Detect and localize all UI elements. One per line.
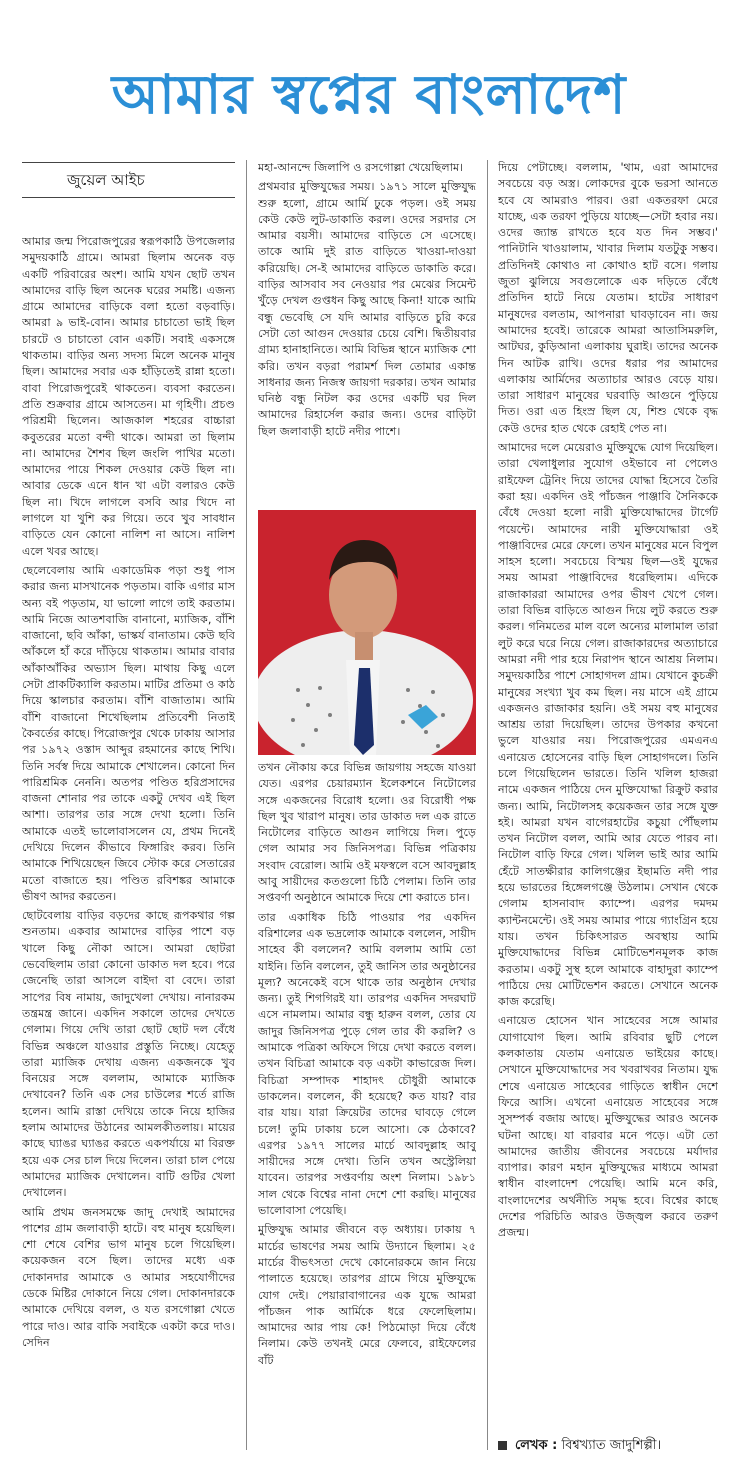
- paragraph: তার একাধিক চিঠি পাওয়ার পর একদিন বরিশালের এক ভদ্রলোক আমাকে বললেন, সায়ীদ সাহেব কী বললেন? আমি বললাম আমি তো যাইনি। তিনি বললেন, তুই জানিস তার অনুষ্ঠানের মূল্য? অনেকেই বসে থাকে তার অনুষ্ঠান দেখার জন্য। তুই শিগগিরই যা। তারপর একদিন সদরঘাট এসে নামলাম। আমার বন্ধু হারুন বলল, তোর যে জাদুর জিনিসপত্র পুড়ে গেল তার কী করলি? ও আমাকে পত্রিকা অফিসে গিয়ে দেখা করতে বলল। তখন বিচিত্রা আমাকে বড় একটা কাভারেজ দিল। বিচিত্রা সম্পাদক শাহাদৎ চৌধুরী আমাকে ডাকলেন। বললেন, কী হয়েছে? কত যায়? বার বার যায়। যারা ক্রিয়েটর তাদের ঘাবড়ে গেলে চলে! তুমি ঢাকায় চলে আসো। কে ঠেকাবে? এরপর ১৯৭৭ সালের মার্চে আবদুল্লাহ আবু সায়ীদের সঙ্গে দেখা। তিনি তখন অস্ট্রেলিয়া যাবেন। তারপর সপ্তবর্ণায় অংশ নিলাম। ১৯৮১ সাল থেকে বিশ্বের নানা দেশে শো করছি। মানুষের ভালোবাসা পেয়েছি।: [258, 910, 476, 1218]
- paragraph: আমাদের দলে মেয়েরাও মুক্তিযুদ্ধে যোগ দিয়েছিল। তারা খেলাধুলার সুযোগ ওইভাবে না পেলেও রাইফেল ট্রেনিং দিয়ে তাদের যোদ্ধা হিসেবে তৈরি করা হয়। একদিন ওই পাঁচজন পাঞ্জাবি সৈনিককে বেঁধে দেওয়া হলো নারী মুক্তিযোদ্ধাদের টার্গেট পয়েন্টে। আমাদের নারী মুক্তিযোদ্ধারা ওই পাঞ্জাবিদের মেরে ফেলে। তখন মানুষের মনে বিপুল সাহস হলো। সবচেয়ে বিস্ময় ছিল—ওই যুদ্ধের সময় আমরা পাঞ্জাবিদের ধরেছিলাম। এদিকে রাজাকাররা আমাদের ওপর ভীষণ খেপে গেল। তারা বিভিন্ন বাড়িতে আগুন দিয়ে লুট করতে শুরু করল। গনিমতের মাল বলে অন্যের মালামাল তারা লুট করে ঘরে নিয়ে গেল। রাজাকারদের অত্যাচারে আমরা নদী পার হয়ে নিরাপদ স্থানে আশ্রয় নিলাম। সমুদয়কাঠির পাশে সোহাগদল গ্রাম। যেখানে কুচক্রী মানুষের সংখ্যা খুব কম ছিল। নয় মাসে এই গ্রামে একজনও রাজাকার হয়নি। ওই সময় বহু মানুষের আশ্রয় তারা দিয়েছিল। তাদের উপকার কখনো ভুলে যাওয়ার নয়। পিরোজপুরের এমএনএ এনায়েত হোসেনের বাড়ি ছিল সোহাগদলে। তিনি চলে গিয়েছিলেন ভারতে। তিনি খলিল হাজরা নামে একজন পাঠিয়ে দেন মুক্তিযোদ্ধা রিক্রুট করার জন্য। আমি, নিটোলসহ কয়েকজন তার সঙ্গে যুক্ত হই। আমরা যখন বাগেরহাটের কচুয়া পৌঁছলাম তখন নিটোল বলল, আমি আর যেতে পারব না। নিটোল বাড়ি ফিরে গেল। খলিল ভাই আর আমি হেঁটে সাতক্ষীরার কালিগঞ্জের ইছামতি নদী পার হয়ে ভারতের হিঙ্গেলগঞ্জে উঠলাম। সেখান থেকে গেলাম হাসনাবাদ ক্যাম্পে। এরপর দমদম ক্যান্টনমেন্টে। ওই সময় আমার পায়ে গ্যাংগ্রিন হয়ে যায়। তখন চিকিৎসারত অবস্থায় আমি মুক্তিযোদ্ধাদের বিভিন্ন মোটিভেশনমূলক কাজ করতাম। একটু সুস্থ হলে আমাকে বাহাদুরা ক্যাম্পে পাঠিয়ে দেয় মোটিভেশন করতে। সেখানে অনেক কাজ করেছি।: [498, 441, 718, 1009]
- article-column-2-bottom: [258, 760, 476, 1450]
- page-headline: আমার স্বপ্নের বাংলাদেশ: [111, 63, 627, 126]
- column-divider: [487, 160, 488, 1450]
- article-column-3: [498, 160, 718, 1450]
- paragraph: এনায়েত হোসেন খান সাহেবের সঙ্গে আমার যোগাযোগ ছিল। আমি রবিবার ছুটি পেলে কলকাতায় যেতাম এনায়েত ভাইয়ের কাছে। সেখানে মুক্তিযোদ্ধাদের সব খবরাখবর নিতাম। যুদ্ধ শেষে এনায়েত সাহেবের গাড়িতে স্বাধীন দেশে ফিরে আসি। এখনো এনায়েত সাহেবের সঙ্গে সুসম্পর্ক বজায় আছে। মুক্তিযুদ্ধের আরও অনেক ঘটনা আছে। যা বারবার মনে পড়ে। এটা তো আমাদের জাতীয় জীবনের সবচেয়ে মর্যাদার ব্যাপার। কারণ মহান মুক্তিযুদ্ধের মাধ্যমে আমরা স্বাধীন বাংলাদেশ পেয়েছি। আমি মনে করি, বাংলাদেশের অর্থনীতি সমৃদ্ধ হবে। বিশ্বের কাছে দেশের পরিচিতি আরও উজ্জ্বল করবে তরুণ প্রজন্ম।: [498, 1014, 718, 1240]
- paragraph: ছোটবেলায় বাড়ির বড়দের কাছে রূপকথার গল্প শুনতাম। একবার আমাদের বাড়ির পাশে বড় খালে কিছু নৌকা আসে। আমরা ছোটরা ভেবেছিলাম তারা কোনো ডাকাত দল হবে। পরে জেনেছি তারা আসলে বাইদা বা বেদে। তারা সাপের বিষ নামায়, জাদুখেলা দেখায়। নানারকম তন্ত্রমন্ত্র জানে। একদিন সকালে তাদের দেখতে গেলাম। গিয়ে দেখি তারা ছোট ছোট দল বেঁধে বিভিন্ন অঞ্চলে যাওয়ার প্রস্তুতি নিচ্ছে। যেহেতু তারা ম্যাজিক দেখায় এজন্য একজনকে খুব বিনয়ের সঙ্গে বললাম, আমাকে ম্যাজিক দেখাবেন? তিনি এক সের চাউলের শর্তে রাজি হলেন। আমি রাস্তা দেখিয়ে তাকে নিয়ে হাজির হলাম আমাদের উঠানের আমলকীতলায়। মায়ের কাছে ঘ্যাঙর ঘ্যাঙর করতে একপর্যায়ে মা বিরক্ত হয়ে এক সের চাল দিয়ে দিলেন। তারা চাল পেয়ে আমাদের ম্যাজিক দেখালেন। বাটি গুটির খেলা দেখালেন।: [22, 909, 235, 1200]
- author-note: [498, 1436, 723, 1456]
- author-note-text: বিশ্বখ্যাত জাদুশিল্পী।: [561, 1438, 662, 1453]
- paragraph: দিয়ে পেটাচ্ছে। বললাম, 'থাম, এরা আমাদের সবচেয়ে বড় অস্ত্র। লোকদের বুকে ভরসা আনতে হবে যে আমরাও পারব। ওরা একতরফা মেরে যাচ্ছে, এক তরফা পুড়িয়ে যাচ্ছে—সেটা হবার নয়। ওদের জ্যান্ত রাখতে হবে যত দিন সম্ভব।' পানিটানি খাওয়ালাম, খাবার দিলাম যতটুকু সম্ভব। প্রতিদিনই কোথাও না কোথাও হাট বসে। গলায় জুতা ঝুলিয়ে সবগুলোকে এক দড়িতে বেঁধে প্রতিদিন হাটে নিয়ে যেতাম। হাটের সাধারণ মানুষদের বলতাম, আপনারা ঘাবড়াবেন না। জয় আমাদের হবেই। তারেকে আমরা আতাসিমরুলি, আটঘর, কুড়িআনা এলাকায় ঘুরাই। তাদের অনেক দিন আটক রাখি। ওদের ধরার পর আমাদের এলাকায় আর্মিদের অত্যাচার আরও বেড়ে যায়। তারা সাধারণ মানুষের ঘরবাড়ি আগুনে পুড়িয়ে দিত। ওরা এত হিংস্র ছিল যে, শিশু থেকে বৃদ্ধ কেউ ওদের হাত থেকে রেহাই পেত না।: [498, 161, 718, 435]
- paragraph: মহা-আনন্দে জিলাপি ও রসগোল্লা খেয়েছিলাম।: [258, 161, 464, 174]
- article-column-2-top: [258, 160, 476, 503]
- article-column-1: [22, 160, 235, 1450]
- author-photo: [258, 510, 476, 755]
- author-note-label: লেখক :: [515, 1438, 558, 1453]
- column-divider: [246, 160, 247, 1450]
- paragraph: প্রথমবার মুক্তিযুদ্ধের সময়। ১৯৭১ সালে মুক্তিযুদ্ধ শুরু হলো, গ্রামে আর্মি ঢুকে পড়ল। ওই সময় কেউ কেউ লুট-ডাকাতি করল। ওদের সরদার সে আমার বয়সী। আমাদের বাড়িতে সে এসেছে। তাকে আমি দুই রাত বাড়িতে খাওয়া-দাওয়া করিয়েছি। সে-ই আমাদের বাড়িতে ডাকাতি করে। বাড়ির আসবাব সব নেওয়ার পর মেঝের সিমেন্ট খুঁড়ে দেখল গুপ্তধন কিছু আছে কিনা! যাকে আমি বন্ধু ভেবেছি সে যদি আমার বাড়িতে চুরি করে সেটা তো আগুন দেওয়ার চেয়ে বেশি। দ্বিতীয়বার গ্রাম্য হানাহানিতে। আমি বিভিন্ন স্থানে ম্যাজিক শো করি। তখন বড়রা পরামর্শ দিল তোমার একান্ত সাধনার জন্য নিজস্ব জায়গা দরকার। তখন আমার ঘনিষ্ঠ বন্ধু নিটল কর ওদের একটি ঘর দিল আমাদের রিহার্সেল করার জন্য। ওদের বাড়িটা ছিল জলাবাড়ী হাটে নদীর পাশে।: [258, 180, 476, 438]
- paragraph: তখন নৌকায় করে বিভিন্ন জায়গায় সহজে যাওয়া যেত। এরপর চেয়ারম্যান ইলেকশনে নিটোলের সঙ্গে একজনের বিরোধ হলো। ওর বিরোধী পক্ষ ছিল খুব খারাপ মানুষ। তার ডাকাত দল এক রাতে নিটোলের বাড়িতে আগুন লাগিয়ে দিল। পুড়ে গেল আমার সব জিনিসপত্র। বিভিন্ন পত্রিকায় সংবাদ বেরোল। আমি ওই মফস্বলে বসে আবদুল্লাহ আবু সায়ীদের কতগুলো চিঠি পেলাম। তিনি তার সপ্তবর্ণা অনুষ্ঠানে আমাকে দিয়ে শো করাতে চান।: [258, 761, 476, 905]
- paragraph: আমার জন্ম পিরোজপুরের স্বরূপকাঠি উপজেলার সমুদয়কাঠি গ্রামে। আমরা ছিলাম অনেক বড় একটি পরিবারের অংশ। আমি যখন ছোট তখন আমাদের বাড়ি ছিল অনেক ঘরের সমষ্টি। এজন্য গ্রামে আমাদের বাড়িকে বলা হতো বড়বাড়ি। আমরা ৯ ভাই-বোন। আমার চাচাতো ভাই ছিল চারটে ও চাচাতো বোন একটি। সবাই একসঙ্গে থাকতাম। বাড়ির অন্য সদস্য মিলে অনেক মানুষ ছিল। আমাদের সবার এক হাঁড়িতেই রান্না হতো। বাবা পিরোজপুরেই থাকতেন। ব্যবসা করতেন। প্রতি শুক্রবার গ্রামে আসতেন। মা গৃহিণী। প্রচণ্ড পরিশ্রমী ছিলেন। আজকাল শহরের বাচ্চারা কবুতরের মতো বন্দী থাকে। আমরা তা ছিলাম না। আমাদের শৈশব ছিল জংলি পাখির মতো। আমাদের পায়ে শিকল দেওয়ার কেউ ছিল না। আবার ডেকে এনে ধান খা এটা বলারও কেউ ছিল না। খিদে লাগলে বসবি আর খিদে না লাগলে যা খুশি কর গিয়ে। তবে খুব সাবধান বাড়িতে যেন কোনো নালিশ না আসে। নালিশ এলে খবর আছে।: [22, 235, 235, 558]
- paragraph: আমি প্রথম জনসমক্ষে জাদু দেখাই আমাদের পাশের গ্রাম জলাবাড়ী হাটে। বহু মানুষ হয়েছিল। শো শেষে বেশির ভাগ মানুষ চলে গিয়েছিল। কয়েকজন বসে ছিল। তাদের মধ্যে এক দোকানদার আমাকে ও আমার সহযোগীদের ডেকে মিষ্টির দোকানে নিয়ে গেল। দোকানদারকে আমাকে দেখিয়ে বলল, ও যত রসগোল্লা খেতে পারে দাও। আর বাকি সবাইকে একটা করে দাও। সেদিন: [22, 1205, 235, 1349]
- paragraph: ছেলেবেলায় আমি একাডেমিক পড়া শুধু পাস করার জন্য মাসখানেক পড়তাম। বাকি এগার মাস অন্য বই পড়তাম, যা ভালো লাগে তাই করতাম। আমি নিজে আতশবাজি বানানো, ম্যাজিক, বাঁশি বাজানো, ছবি আঁকা, ভাস্কর্য বানাতাম। কেউ ছবি আঁকলে হাঁ করে দাঁড়িয়ে থাকতাম। আমার বাবার আঁকাআঁকির অভ্যাস ছিল। মাথায় কিছু এলে সেটা প্রাকটিক্যালি করতাম। মাটির প্রতিমা ও কাঠ দিয়ে স্কালচার করতাম। বাঁশি বাজাতাম। আমি বাঁশি বাজানো শিখেছিলাম প্রতিবেশী নিতাই কৈবর্তের কাছে। পিরোজপুর থেকে ঢাকায় আসার পর ১৯৭২ ওস্তাদ আব্দুর রহমানের কাছে শিখি। তিনি সর্বস্ব দিয়ে আমাকে শেখালেন। কোনো দিন পারিশ্রমিক নেননি। অতপর পণ্ডিত হরিপ্রসাদের বাজনা শোনার পর তাকে একটু দেখব এই ছিল আশা। তারপর তার সঙ্গে দেখা হলো। তিনি আমাকে এতই ভালোবাসলেন যে, প্রথম দিনেই দেখিয়ে দিলেন কীভাবে ফিঙ্গারিং করব। তিনি আমাকে শিখিয়েছেন জিবে স্টোক করে সেতারের মতো বাজাতে হয়। পণ্ডিত রবিশঙ্কর আমাকে ভীষণ আদর করতেন।: [22, 563, 235, 903]
- author-byline: জুয়েল আইচ: [22, 163, 235, 198]
- paragraph: মুক্তিযুদ্ধ আমার জীবনে বড় অধ্যায়। ঢাকায় ৭ মার্চের ভাষণের সময় আমি উদ্যানে ছিলাম। ২৫ মার্চের বীভৎসতা দেখে কোনোরকমে জান নিয়ে পালাতে হয়েছে। তারপর গ্রামে গিয়ে মুক্তিযুদ্ধে যোগ দেই। পেয়ারাবাগানের এক যুদ্ধে আমরা পাঁচজন পাক আর্মিকে ধরে ফেলেছিলাম। আমাদের আর পায় কে! পিঠমোড়া দিয়ে বেঁধে নিলাম। কেউ তখনই মেরে ফেলবে, রাইফেলের বাঁট: [258, 1223, 476, 1367]
- square-bullet-icon: [498, 1441, 507, 1450]
